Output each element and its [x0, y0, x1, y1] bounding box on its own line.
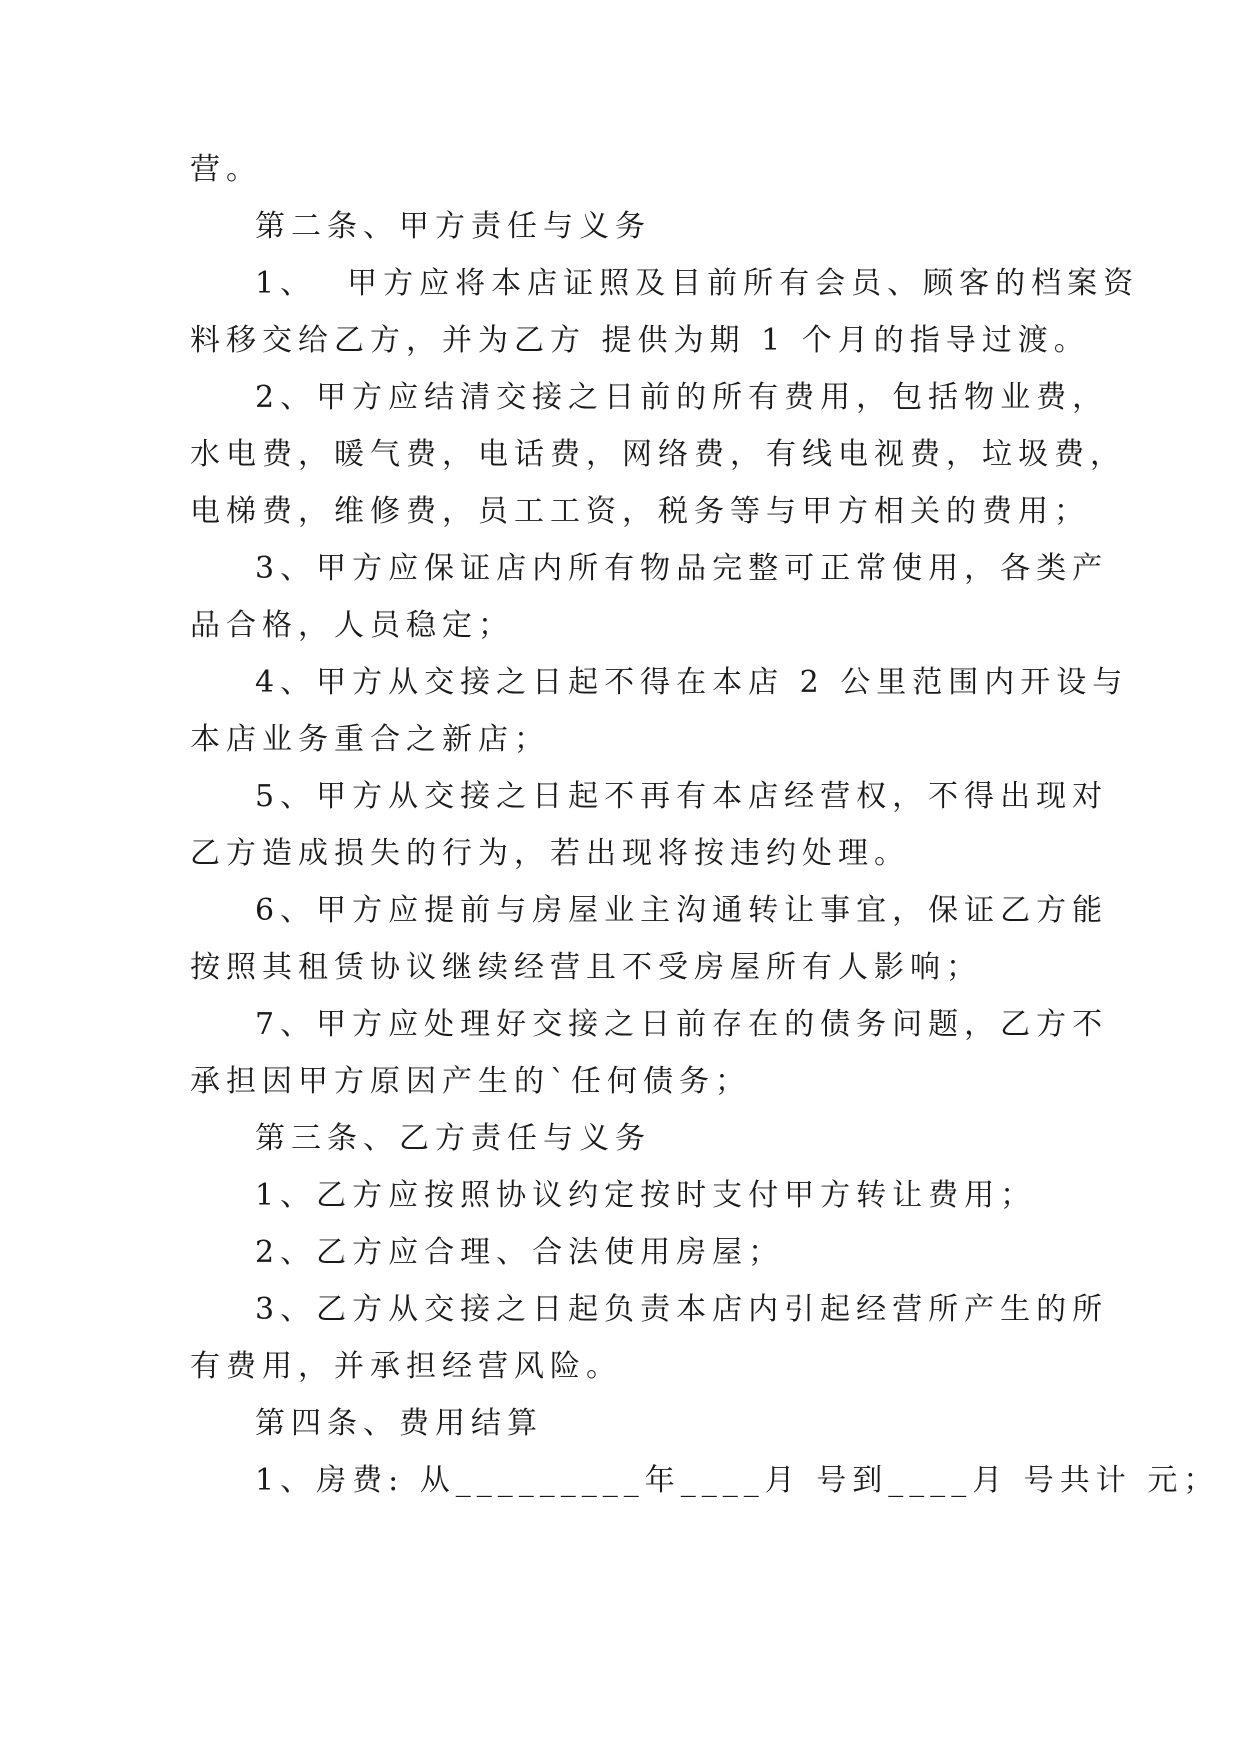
- text-line: 电梯费，维修费，员工工资，税务等与甲方相关的费用；: [190, 494, 1090, 529]
- clause-line: 1、乙方应按照协议约定按时支付甲方转让费用；: [255, 1178, 1037, 1213]
- clause-line: 2、乙方应合理、合法使用房屋；: [255, 1235, 785, 1270]
- text-line: 乙方造成损失的行为，若出现将按违约处理。: [190, 836, 910, 871]
- text-line: 按照其租赁协议继续经营且不受房屋所有人影响；: [190, 950, 982, 985]
- clause-line: 3、乙方从交接之日起负责本店内引起经营所产生的所: [255, 1292, 1109, 1327]
- section-heading: 第二条、甲方责任与义务: [255, 209, 651, 244]
- clause-line: 6、甲方应提前与房屋业主沟通转让事宜，保证乙方能: [255, 893, 1109, 928]
- clause-line: 1、房费: 从_________年____月 号到____月 号共计 元；: [255, 1463, 1220, 1498]
- text-line: 承担因甲方原因产生的`任何债务；: [190, 1064, 751, 1099]
- clause-line: 5、甲方从交接之日起不再有本店经营权，不得出现对: [255, 779, 1109, 814]
- text-line: 营。: [190, 152, 262, 187]
- clause-line: 7、甲方应处理好交接之日前存在的债务问题，乙方不: [255, 1007, 1109, 1042]
- text-line: 有费用，并承担经营风险。: [190, 1349, 622, 1384]
- clause-line: 4、甲方从交接之日起不得在本店 2 公里范围内开设与: [255, 665, 1129, 700]
- text-line: 水电费，暖气费，电话费，网络费，有线电视费，垃圾费，: [190, 437, 1126, 472]
- text-line: 品合格，人员稳定；: [190, 608, 514, 643]
- clause-line: 1、 甲方应将本店证照及目前所有会员、顾客的档案资: [255, 266, 1140, 301]
- section-heading: 第四条、费用结算: [255, 1406, 543, 1441]
- text-line: 本店业务重合之新店；: [190, 722, 550, 757]
- text-line: 料移交给乙方，并为乙方 提供为期 1 个月的指导过渡。: [190, 323, 1090, 358]
- section-heading: 第三条、乙方责任与义务: [255, 1121, 651, 1156]
- clause-line: 3、甲方应保证店内所有物品完整可正常使用，各类产: [255, 551, 1109, 586]
- clause-line: 2、甲方应结清交接之日前的所有费用，包括物业费，: [255, 380, 1109, 415]
